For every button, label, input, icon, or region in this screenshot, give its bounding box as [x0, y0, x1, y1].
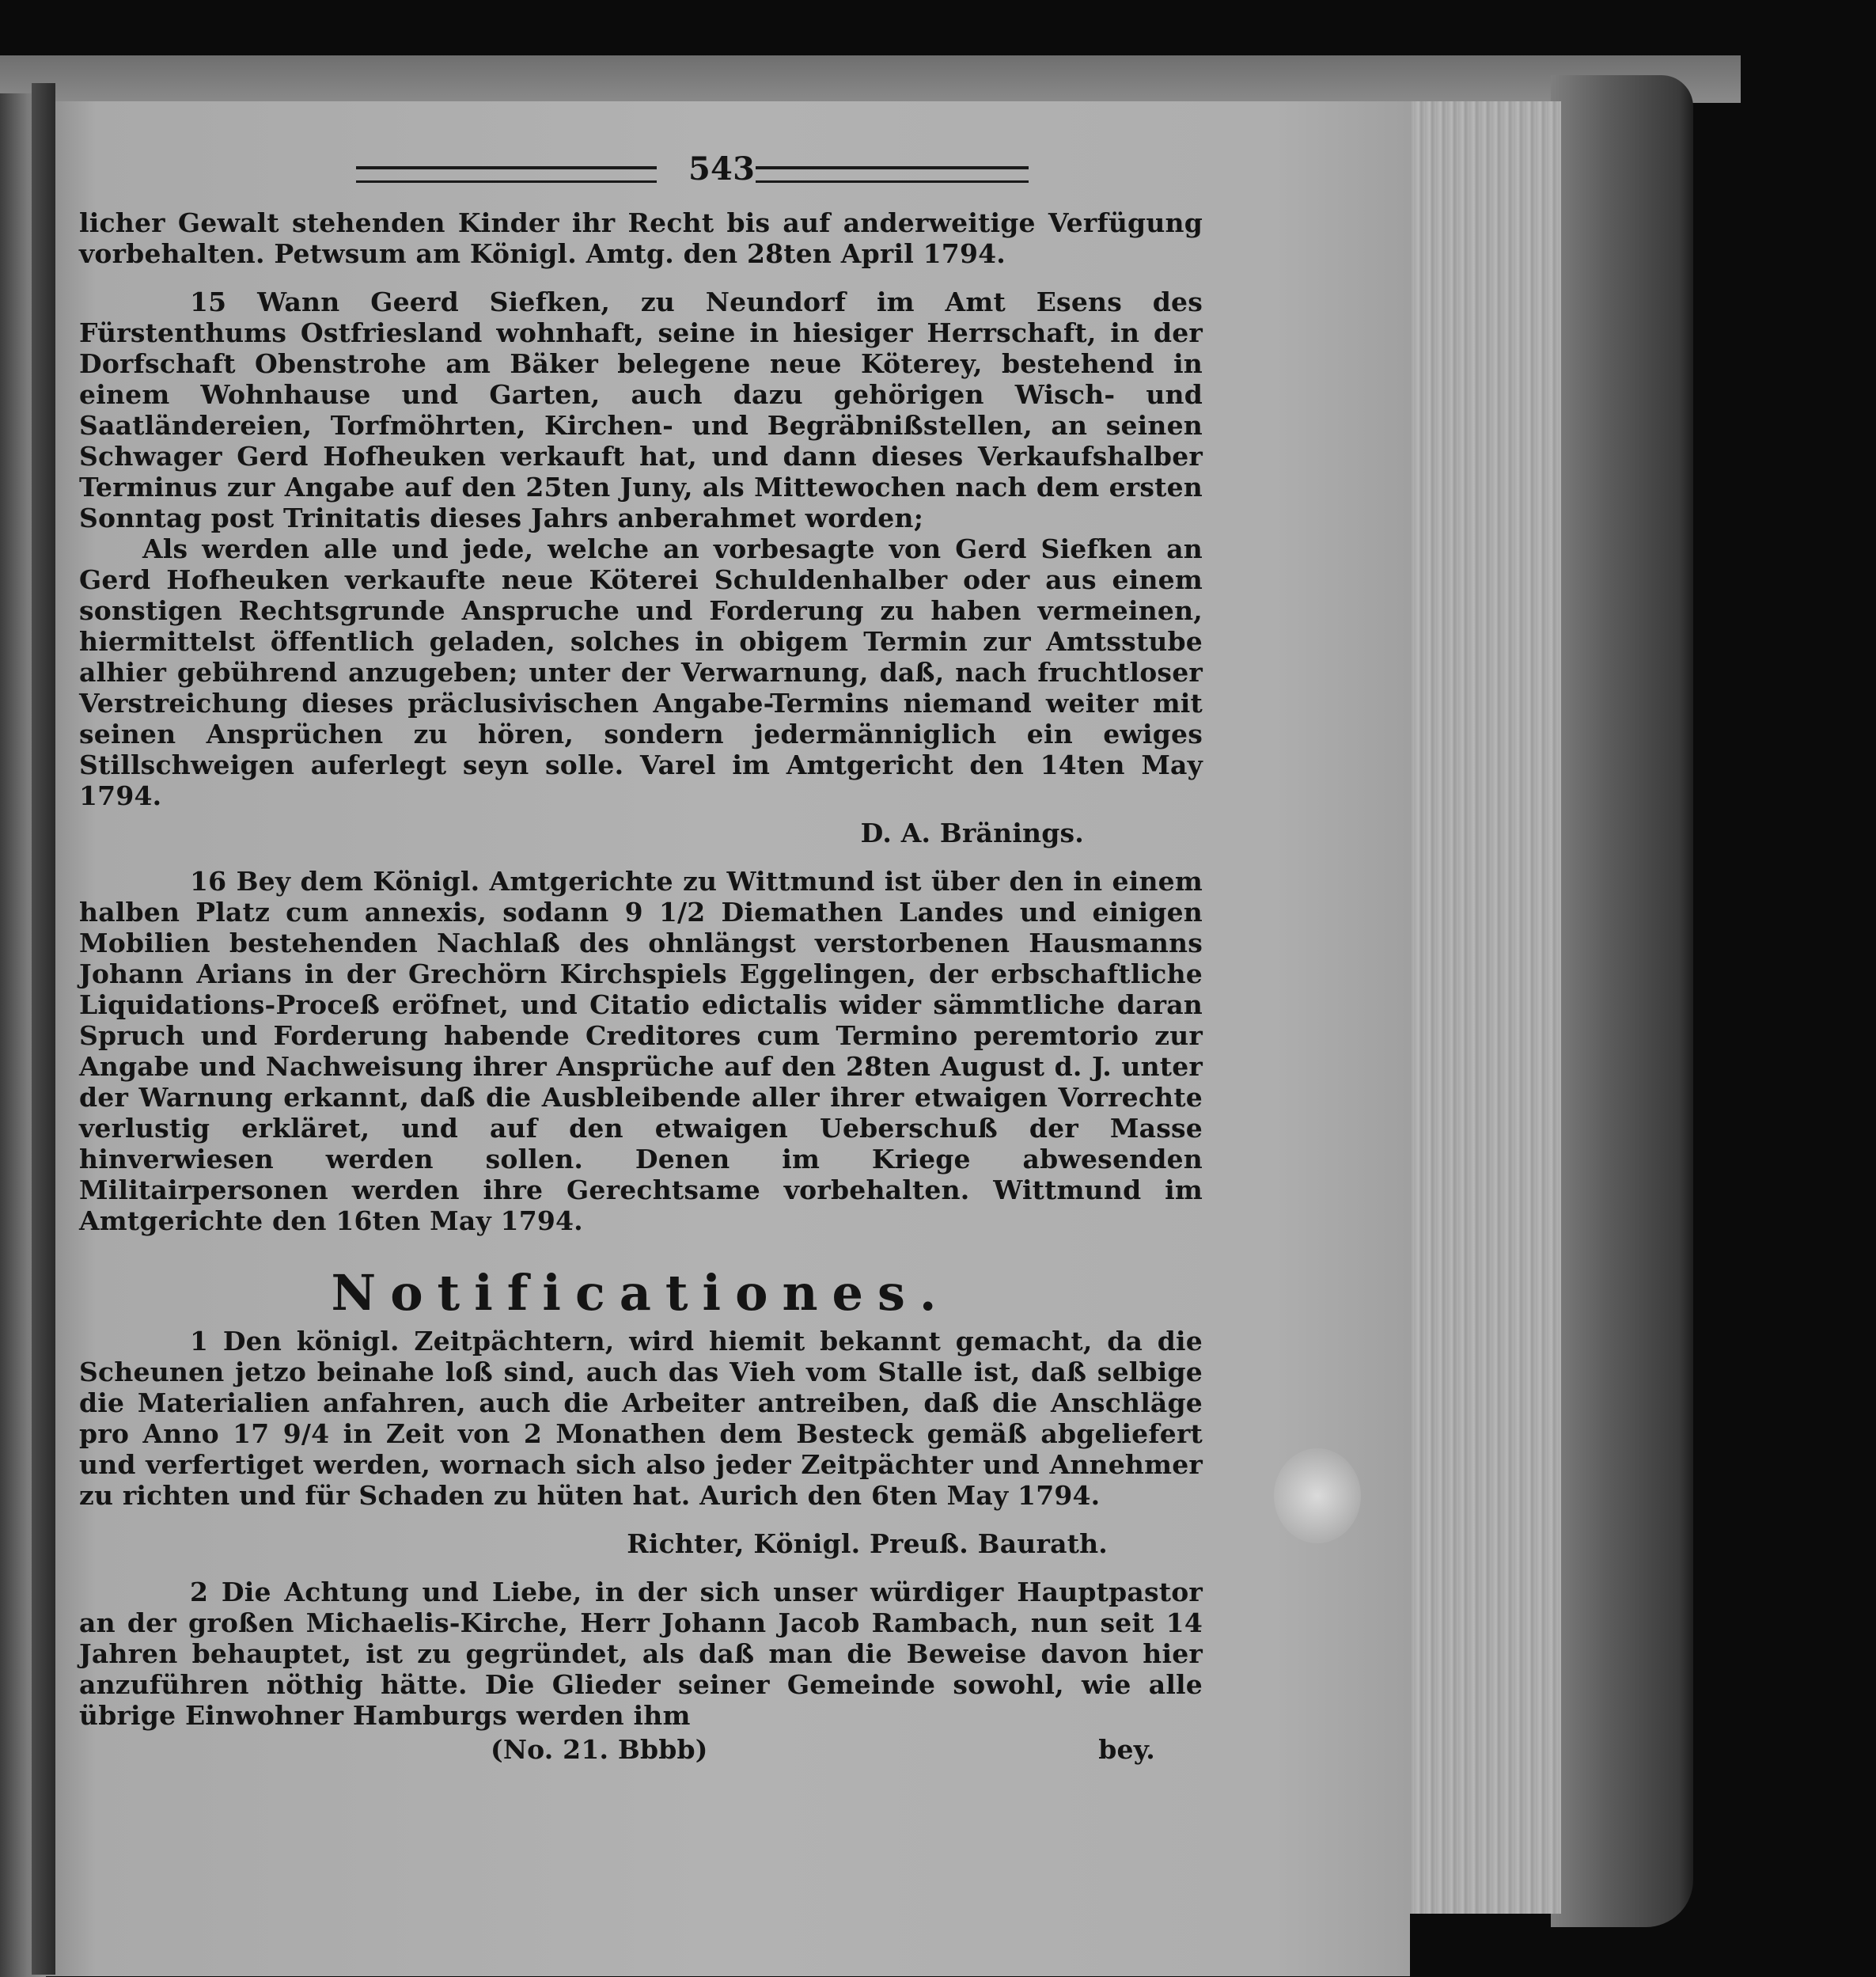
page-number: 543: [688, 150, 756, 188]
paragraph-continued: licher Gewalt stehenden Kinder ihr Recht bis auf anderweitige Verfügung vorbehalten. Petwsum am Königl. Amtg. den 28ten April 1794.: [79, 207, 1203, 269]
paragraph-15: 15 Wann Geerd Siefken, zu Neundorf im Amt Esens des Fürstenthums Ostfriesland wohnhaft, seine in hiesiger Herrschaft, in der Dorfschaft Obenstrohe am Bäker belegene neue Köterey, bestehend in einem Wohnhause und Garten, auch dazu gehörigen Wisch- und Saatländereien, Torfmöhrten, Kirchen- und Begräbnißstellen, an seinen Schwager Gerd Hofheuken verkauft hat, und dann dieses Verkaufshalber Terminus zur Angabe auf den 25ten Juny, als Mittewochen nach dem ersten Sonntag post Trinitatis dieses Jahrs anberahmet worden;: [79, 286, 1203, 533]
page-text: [79, 150, 1203, 1766]
paragraph-15-citation: Als werden alle und jede, welche an vorbesagte von Gerd Siefken an Gerd Hofheuken verkaufte neue Köterei Schuldenhalber oder aus einem sonstigen Rechtsgrunde Anspruche und Forderung zu haben vermeinen, hiermittelst öffentlich geladen, solches in obigem Termin zur Amtsstube alhier gebührend anzugeben; unter der Verwarnung, daß, nach fruchtloser Verstreichung dieses präclusivischen Angabe-Termins niemand weiter mit seinen Ansprüchen zu hören, sondern jedermänniglich ein ewiges Stillschweigen auferlegt seyn solle. Varel im Amtgericht den 14ten May 1794.: [79, 533, 1203, 811]
paragraph-16: 16 Bey dem Königl. Amtgerichte zu Wittmund ist über den in einem halben Platz cum annexis, sodann 9 1/2 Diemathen Landes und einigen Mobilien bestehenden Nachlaß des ohnlängst verstorbenen Hausmanns Johann Arians in der Grechörn Kirchspiels Eggelingen, der erbschaftliche Liquidations-Proceß eröfnet, und Citatio edictalis wider sämmtliche daran Spruch und Forderung habende Creditores cum Termino peremtorio zur Angabe und Nachweisung ihrer Ansprüche auf den 28ten August d. J. unter der Warnung erkannt, daß die Ausbleibende aller ihrer etwaigen Vorrechte verlustig erkläret, und auf den etwaigen Ueberschuß der Masse hinverwiesen werden sollen. Denen im Kriege abwesenden Militairpersonen werden ihre Gerechtsame vorbehalten. Wittmund im Amtgerichte den 16ten May 1794.: [79, 866, 1203, 1236]
page-edges: [1400, 101, 1561, 1914]
page-gutter: [32, 83, 55, 1975]
book-binding-cover: [1551, 75, 1693, 1927]
paper-smudge: [1274, 1448, 1361, 1543]
header-rule-left: [356, 166, 657, 183]
catchword: bey.: [1098, 1734, 1155, 1765]
notification-1: 1 Den königl. Zeitpächtern, wird hiemit bekannt gemacht, da die Scheunen jetzo beinahe loß sind, auch das Vieh vom Stalle ist, daß selbige die Materialien anfahren, auch die Arbeiter antreiben, daß die Anschläge pro Anno 17 9/4 in Zeit von 2 Monathen dem Besteck gemäß abgeliefert und verfertiget werden, wornach sich also jeder Zeitpächter und Annehmer zu richten und für Schaden zu hüten hat. Aurich den 6ten May 1794.: [79, 1326, 1203, 1511]
binding-top-edge: [0, 55, 1741, 103]
page-footer: [79, 1734, 1203, 1766]
section-heading: Notificationes.: [331, 1264, 951, 1322]
header-rule-right: [756, 166, 1029, 183]
notification-2: 2 Die Achtung und Liebe, in der sich unser würdiger Hauptpastor an der großen Michaelis-Kirche, Herr Johann Jacob Rambach, nun seit 14 Jahren behauptet, ist zu gegründet, als daß man die Beweise davon hier anzuführen nöthig hätte. Die Glieder seiner Gemeinde sowohl, wie alle übrige Einwohner Hamburgs werden ihm: [79, 1577, 1203, 1731]
signature-mark: (No. 21. Bbbb): [491, 1734, 708, 1765]
signature-15: D. A. Bränings.: [860, 818, 1084, 848]
page-header: [79, 150, 1203, 196]
signature-notification-1: Richter, Königl. Preuß. Baurath.: [627, 1528, 1108, 1559]
